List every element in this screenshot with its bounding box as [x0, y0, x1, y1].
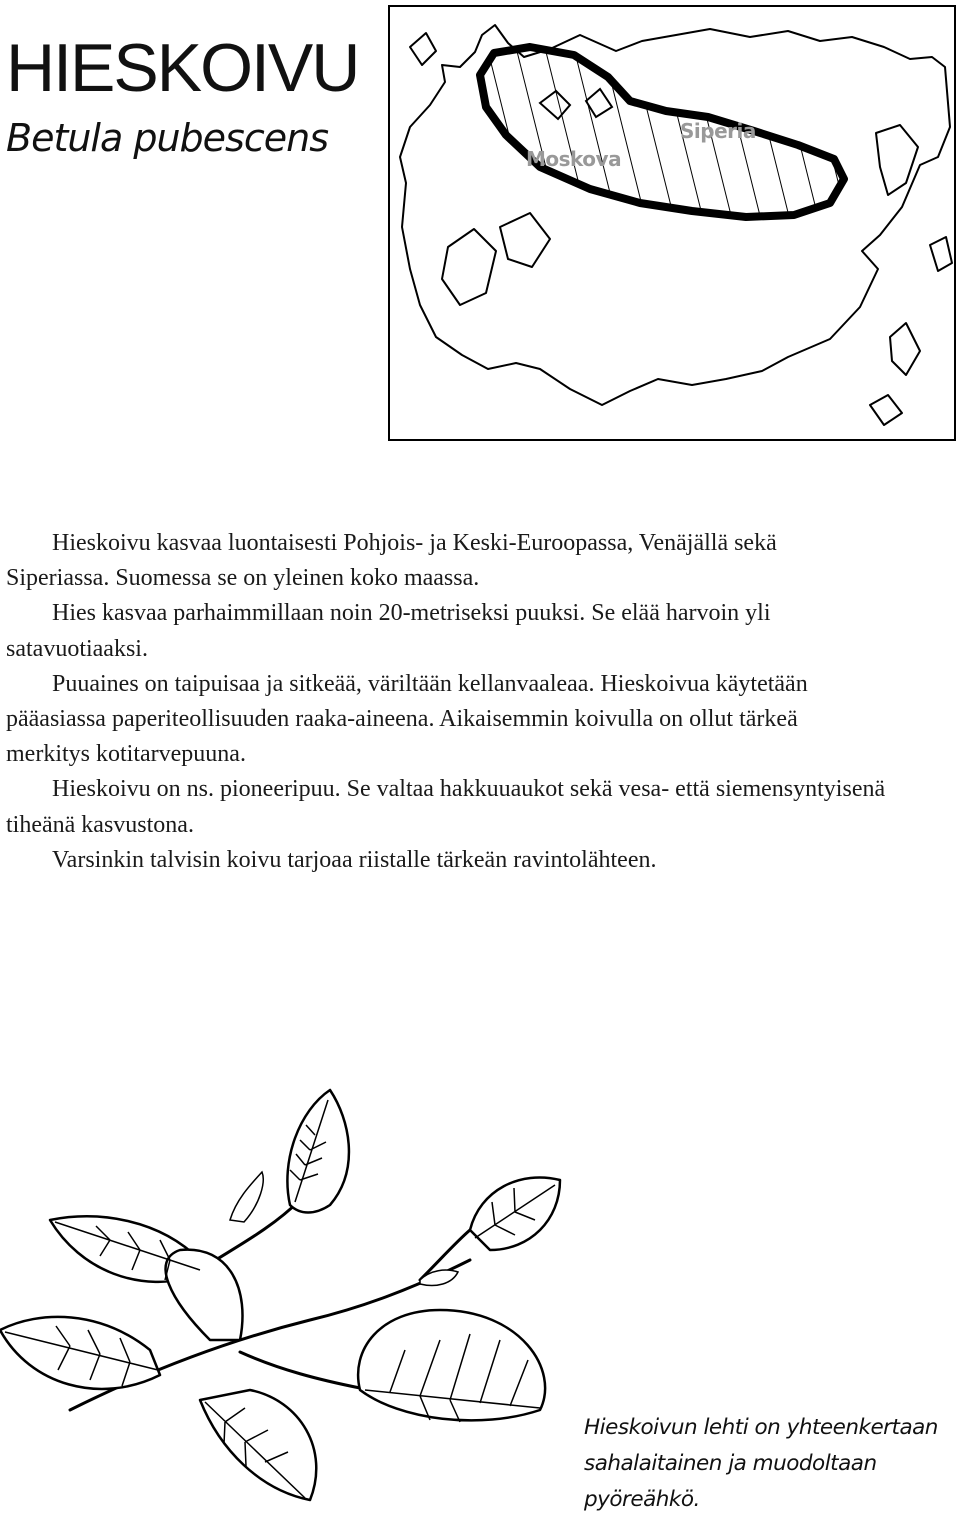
- branch-twig-lower: [240, 1352, 360, 1388]
- scientific-name: Betula pubescens: [6, 116, 329, 160]
- leaf-left-main: [0, 1317, 160, 1389]
- coast-detail: [500, 213, 550, 267]
- leaf-lower-left: [200, 1390, 316, 1500]
- distribution-map: [388, 5, 956, 441]
- island-outline-a: [890, 323, 920, 375]
- leaf-upper-right: [287, 1090, 349, 1213]
- map-label-siperia: Siperia: [680, 119, 756, 143]
- paragraph-distribution: Hieskoivu kasvaa luontaisesti Pohjois- ja Keski-Euroopassa, Venäjällä sekä Siperiassa. Suomessa se on yleinen koko maassa.: [6, 530, 777, 592]
- leaf-right-small: [470, 1177, 560, 1250]
- description-text: [6, 526, 886, 878]
- leaf-caption: Hieskoivun lehti on yhteenkertaan sahalaitainen ja muodoltaan pyöreähkö.: [584, 1415, 938, 1512]
- catkin-upper: [230, 1172, 263, 1222]
- paragraph-pioneer: Hieskoivu on ns. pioneeripuu. Se valtaa hakkuuaukot sekä vesa- että siemensyntyisenä tiheänä kasvustona.: [6, 776, 886, 838]
- paragraph-size: Hies kasvaa parhaimmillaan noin 20-metriseksi puuksi. Se elää harvoin yli satavuotiaaksi.: [6, 600, 771, 662]
- map-drawing: [390, 7, 956, 441]
- birch-branch-illustration: [0, 1070, 590, 1537]
- island-outline-d: [410, 33, 436, 65]
- island-outline-c: [930, 237, 952, 271]
- page-title: HIESKOIVU: [6, 30, 359, 106]
- inland-sea-outline: [442, 229, 496, 305]
- paragraph-wildlife: Varsinkin talvisin koivu tarjoaa riistalle tärkeän ravintolähteen.: [52, 846, 657, 873]
- paragraph-wood: Puuaines on taipuisaa ja sitkeää, väriltään kellanvaaleaa. Hieskoivua käytetään pääasiassa paperiteollisuuden raaka-aineena. Aikaisemmin koivulla on ollut tärkeä merkitys kotitarvepuuna.: [6, 670, 808, 768]
- map-label-moskova: Moskova: [526, 147, 622, 171]
- birch-range-area: [480, 47, 844, 217]
- island-outline-b: [870, 395, 902, 425]
